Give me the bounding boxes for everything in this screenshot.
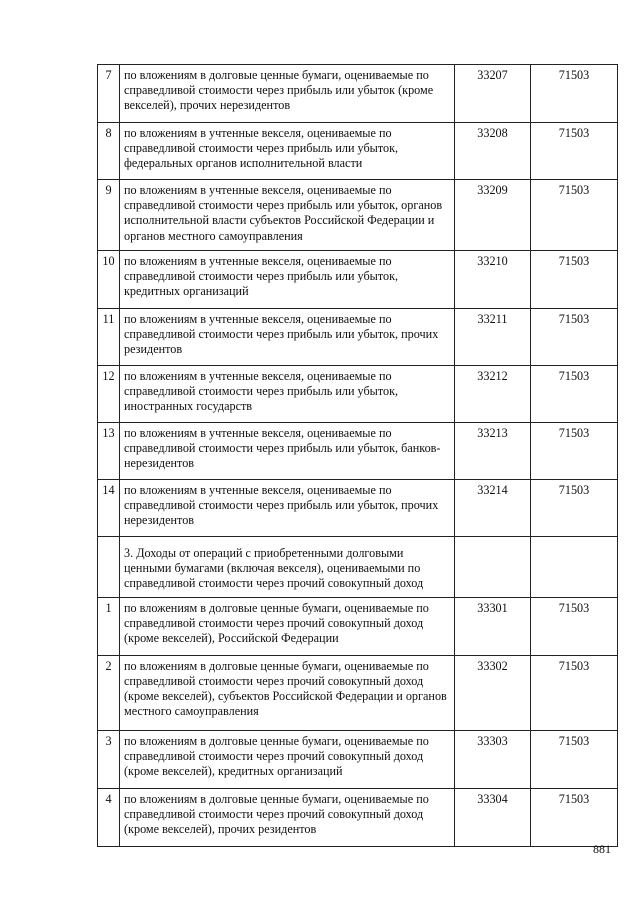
symbol-code: 71503 [531,251,618,309]
table-row [98,655,618,730]
table-row [98,730,618,788]
row-description: по вложениям в учтенные векселя, оцениваемые по справедливой стоимости через прибыль или убыток, иностранных государств [120,366,455,423]
row-number: 8 [98,123,120,180]
account-code [455,537,531,598]
row-description: по вложениям в учтенные векселя, оцениваемые по справедливой стоимости через прибыль или убыток, органов исполнительной власти субъектов Российской Федерации и органов местного самоуправления [120,180,455,251]
row-number: 12 [98,366,120,423]
table-row [98,788,618,846]
row-description: по вложениям в учтенные векселя, оцениваемые по справедливой стоимости через прибыль или убыток, прочих резидентов [120,309,455,366]
row-number [98,537,120,598]
accounts-table [97,64,618,847]
page-number: 881 [593,842,611,856]
row-number: 9 [98,180,120,251]
symbol-code: 71503 [531,423,618,480]
table-row [98,251,618,309]
row-number: 4 [98,788,120,846]
section-title: 3. Доходы от операций с приобретенными долговыми ценными бумагами (включая векселя), оцениваемыми по справедливой стоимости через прочий совокупный доход [120,537,455,598]
row-description: по вложениям в долговые ценные бумаги, оцениваемые по справедливой стоимости через прочий совокупный доход (кроме векселей), прочих резидентов [120,788,455,846]
table-row [98,180,618,251]
account-code: 33207 [455,65,531,123]
row-number: 10 [98,251,120,309]
account-code: 33301 [455,597,531,655]
row-description: по вложениям в учтенные векселя, оцениваемые по справедливой стоимости через прибыль или убыток, федеральных органов исполнительной власти [120,123,455,180]
row-description: по вложениям в долговые ценные бумаги, оцениваемые по справедливой стоимости через прочий совокупный доход (кроме векселей), кредитных организаций [120,730,455,788]
row-number: 7 [98,65,120,123]
row-description: по вложениям в учтенные векселя, оцениваемые по справедливой стоимости через прибыль или убыток, кредитных организаций [120,251,455,309]
table-row [98,480,618,537]
symbol-code: 71503 [531,123,618,180]
symbol-code: 71503 [531,655,618,730]
table-row [98,366,618,423]
symbol-code: 71503 [531,366,618,423]
account-code: 33211 [455,309,531,366]
table-row [98,597,618,655]
row-description: по вложениям в долговые ценные бумаги, оцениваемые по справедливой стоимости через прочий совокупный доход (кроме векселей), субъектов Российской Федерации и органов местного самоуправления [120,655,455,730]
row-number: 3 [98,730,120,788]
symbol-code: 71503 [531,65,618,123]
account-code: 33212 [455,366,531,423]
symbol-code: 71503 [531,309,618,366]
row-description: по вложениям в долговые ценные бумаги, оцениваемые по справедливой стоимости через прибыль или убыток (кроме векселей), прочих нерезидентов [120,65,455,123]
account-code: 33214 [455,480,531,537]
row-number: 11 [98,309,120,366]
table-row [98,123,618,180]
table-row [98,423,618,480]
symbol-code: 71503 [531,597,618,655]
symbol-code [531,537,618,598]
symbol-code: 71503 [531,788,618,846]
section-header-row [98,537,618,598]
row-description: по вложениям в долговые ценные бумаги, оцениваемые по справедливой стоимости через прочий совокупный доход (кроме векселей), Российской Федерации [120,597,455,655]
account-code: 33302 [455,655,531,730]
symbol-code: 71503 [531,180,618,251]
account-code: 33213 [455,423,531,480]
account-code: 33209 [455,180,531,251]
account-code: 33303 [455,730,531,788]
row-description: по вложениям в учтенные векселя, оцениваемые по справедливой стоимости через прибыль или убыток, банков-нерезидентов [120,423,455,480]
row-number: 2 [98,655,120,730]
account-code: 33210 [455,251,531,309]
row-number: 1 [98,597,120,655]
symbol-code: 71503 [531,480,618,537]
row-number: 14 [98,480,120,537]
account-code: 33304 [455,788,531,846]
table-row [98,65,618,123]
symbol-code: 71503 [531,730,618,788]
row-number: 13 [98,423,120,480]
table-row [98,309,618,366]
row-description: по вложениям в учтенные векселя, оцениваемые по справедливой стоимости через прибыль или убыток, прочих нерезидентов [120,480,455,537]
account-code: 33208 [455,123,531,180]
